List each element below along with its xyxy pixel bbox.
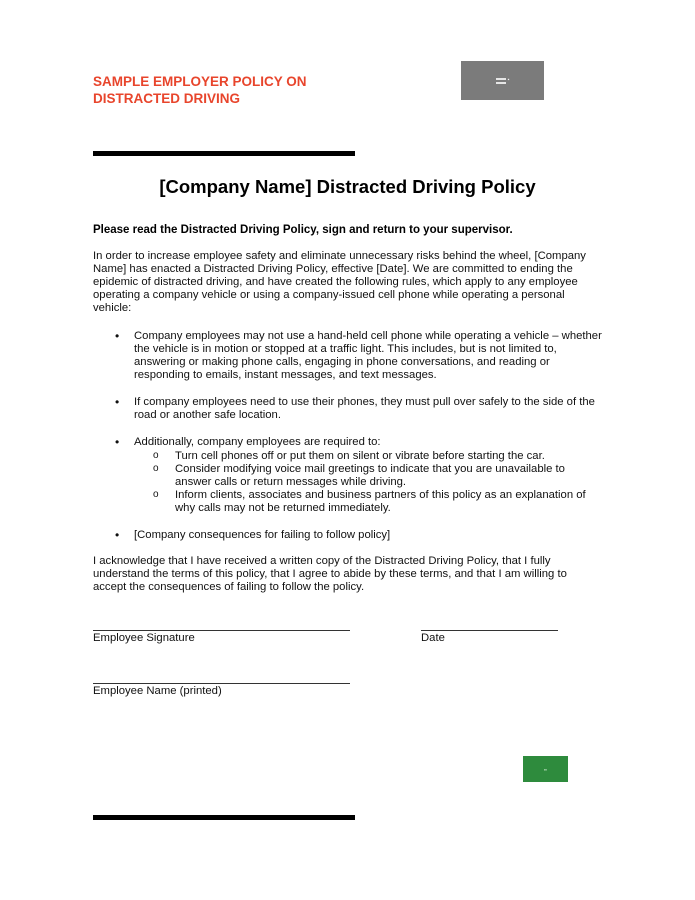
list-item: [112, 396, 602, 422]
sub-list-item: o Consider modifying voice mail greetings to indicate that you are unavailable to answer calls or return messages while driving.: [153, 463, 602, 489]
list-item: [112, 529, 602, 542]
rule-text: If company employees need to use their phones, they must pull over safely to the side of the road or another safe location.: [134, 396, 595, 421]
rule-text: [Company consequences for failing to follow policy]: [134, 529, 391, 541]
acknowledgement-paragraph: I acknowledge that I have received a written copy of the Distracted Driving Policy, that I fully understand the terms of this policy, that I agree to abide by these terms, and that I am willing to accept the consequences of failing to follow the policy.: [93, 555, 567, 593]
requirements-sublist: [134, 450, 602, 515]
header-title-line-2: DISTRACTED DRIVING: [93, 91, 241, 106]
employee-signature-label: Employee Signature: [93, 632, 195, 644]
date-line[interactable]: [421, 630, 558, 631]
bottom-divider: [93, 815, 355, 820]
company-logo-icon: ▪: [461, 61, 544, 100]
instruction-text: Please read the Distracted Driving Policy, sign and return to your supervisor.: [93, 224, 513, 236]
intro-paragraph: In order to increase employee safety and eliminate unnecessary risks behind the wheel, [Company Name] has enacted a Distracted Driving Policy, effective [Date]. We are committed to ending the epidemic of distracted driving, and have created the following rules, which apply to any employee operating a company vehicle or using a company-issued cell phone while operating a personal vehicle:: [93, 250, 586, 314]
brand-badge-icon: ▪▪: [523, 756, 568, 782]
employee-name-line[interactable]: [93, 683, 350, 684]
sub-list-item: o Inform clients, associates and business partners of this policy as an explanation of why calls may not be returned immediately.: [153, 489, 602, 515]
header-title-line-1: SAMPLE EMPLOYER POLICY ON: [93, 74, 307, 89]
sub-list-item: o Turn cell phones off or put them on silent or vibrate before starting the car.: [153, 450, 602, 463]
list-item: [112, 436, 602, 515]
list-item: [112, 330, 602, 382]
date-label: Date: [421, 632, 445, 644]
rule-text: Additionally, company employees are required to:: [134, 436, 381, 448]
top-divider: [93, 151, 355, 156]
header-title: [93, 73, 413, 107]
policy-rules-list: [112, 330, 602, 542]
document-title: [Company Name] Distracted Driving Policy: [159, 176, 536, 197]
employee-name-label: Employee Name (printed): [93, 685, 222, 697]
employee-signature-line[interactable]: [93, 630, 350, 631]
rule-text: Company employees may not use a hand-held cell phone while operating a vehicle – whether the vehicle is in motion or stopped at a traffic light. This includes, but is not limited to, answering or making phone calls, engaging in phone conversations, and reading or responding to emails, instant messages, and text messages.: [134, 330, 602, 381]
